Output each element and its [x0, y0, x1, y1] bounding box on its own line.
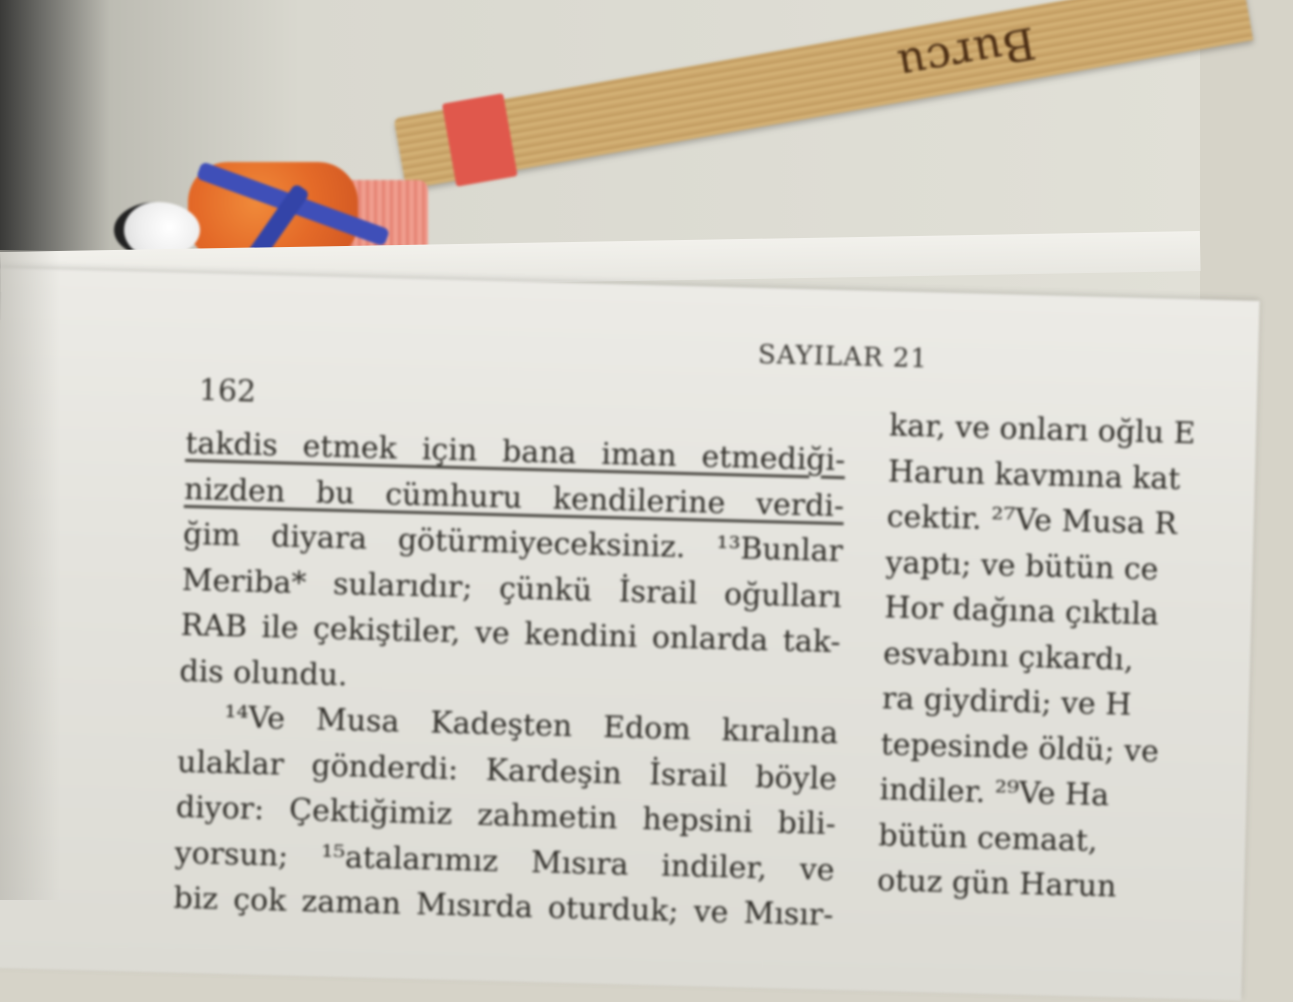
text-line: yaptı; ve bütün ce	[885, 544, 1159, 587]
text-line: Hor dağına çıktıla	[883, 590, 1160, 633]
burned-name-text: Burcu	[892, 16, 1040, 91]
text-line: RAB ile çekiştiler, ve kendini onlarda tak-	[180, 607, 841, 661]
red-band	[442, 93, 518, 186]
text-line: nizden bu cümhuru kendilerine verdi-	[183, 471, 845, 524]
text-line: dis olundu.	[179, 653, 349, 693]
text-line: tepesinde öldü; ve	[880, 726, 1160, 769]
running-head: SAYILAR 21	[757, 339, 929, 375]
text-line: Harun kavmına kat	[887, 453, 1181, 497]
text-line: bütün cemaat,	[877, 817, 1098, 859]
text-line: ra giydirdi; ve H	[881, 681, 1132, 723]
text-line: Meriba* sularıdır; çünkü İsrail oğulları	[181, 562, 843, 615]
text-line: kar, ve onları oğlu E	[888, 408, 1196, 452]
left-text-column	[173, 421, 876, 939]
text-line: ulaklar gönderdi: Kardeşin İsrail böyle	[176, 744, 838, 797]
page-number: 162	[198, 373, 257, 410]
text-line: takdis etmek için bana iman etmediği-	[185, 425, 846, 479]
book-page	[0, 268, 1260, 1001]
text-line: biz çok zaman Mısırda oturduk; ve Mısır-	[173, 880, 834, 934]
text-line: otuz gün Harun	[876, 863, 1117, 905]
text-line: diyor: Çektiğimiz zahmetin hepsini bili-	[175, 789, 837, 843]
text-line: ¹⁴Ve Musa Kadeşten Edom kıralına	[223, 700, 839, 752]
text-line: yorsun; ¹⁵atalarımız Mısıra indiler, ve	[174, 835, 835, 888]
text-line: cektir. ²⁷Ve Musa R	[886, 499, 1178, 542]
text-line: ğim diyara götürmiyeceksiniz. ¹³Bunlar	[182, 516, 844, 570]
right-text-column	[877, 403, 1290, 914]
text-line: indiler. ²⁹Ve Ha	[879, 772, 1110, 814]
text-line: esvabını çıkardı,	[882, 635, 1134, 678]
page-shadow	[0, 250, 60, 900]
